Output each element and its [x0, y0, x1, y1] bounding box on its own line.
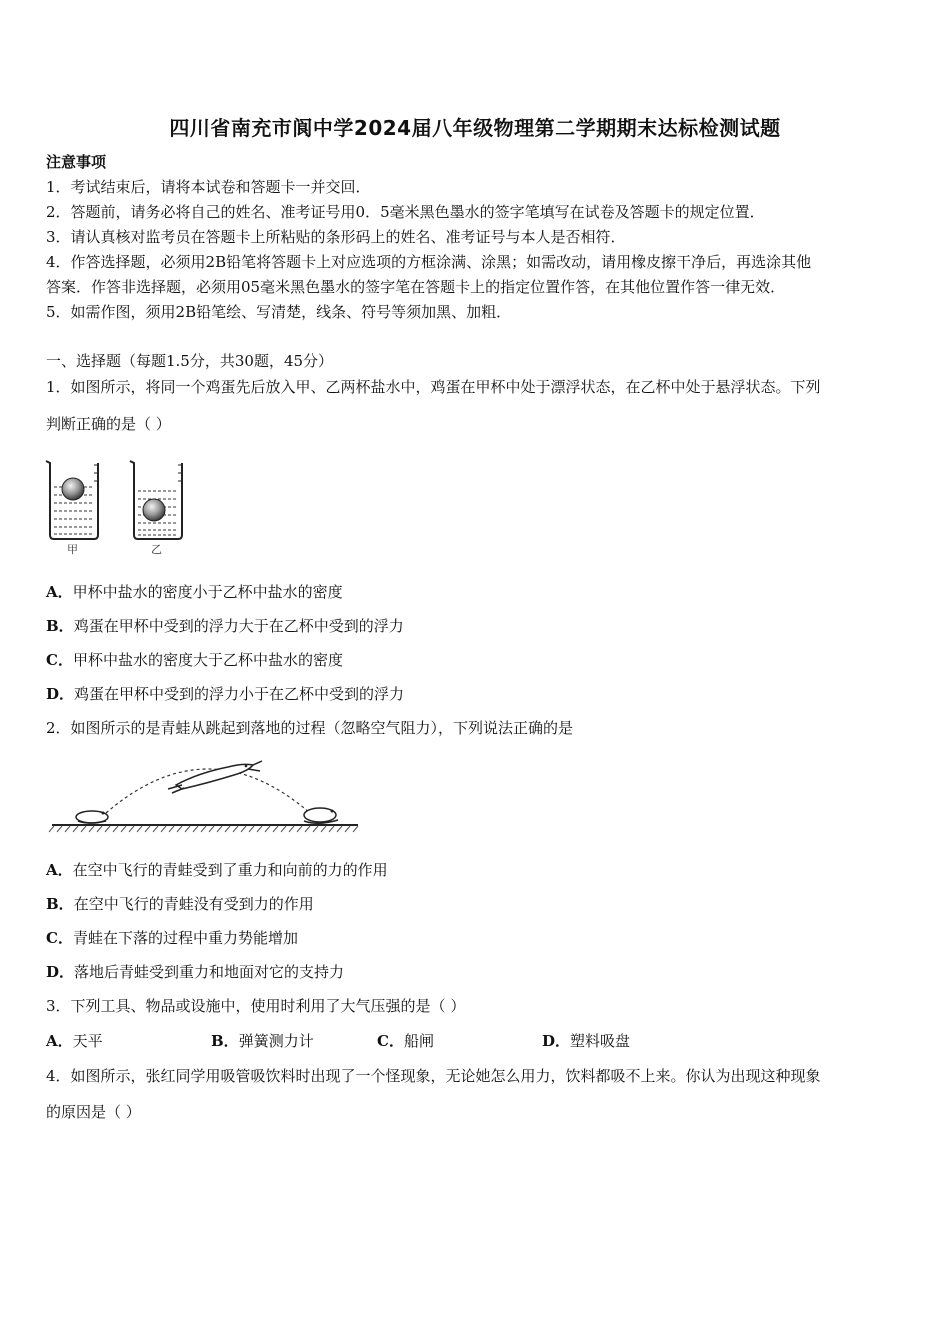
q1-beakers-figure: [40, 455, 200, 560]
q1-option-c: [46, 650, 343, 670]
notice-item: 2．答题前，请务必将自己的姓名、准考证号用0．5毫米黑色墨水的签字笔填写在试卷及答题卡的规定位置．: [46, 203, 765, 221]
beaker-label-yi: 乙: [151, 543, 162, 556]
notice-item: 3．请认真核对监考员在答题卡上所粘贴的条形码上的姓名、准考证号与本人是否相符．: [46, 228, 626, 246]
option-letter: A．: [46, 1032, 73, 1050]
q2-stem: 2．如图所示的是青蛙从跳起到落地的过程（忽略空气阻力），下列说法正确的是: [46, 719, 574, 737]
notice-item: 1．考试结束后，请将本试卷和答题卡一并交回．: [46, 178, 371, 196]
option-letter: A．: [46, 861, 73, 879]
q2-option-d: [46, 962, 344, 982]
frog-landing: [304, 808, 338, 823]
q2-option-b: [46, 894, 314, 914]
option-text: 青蛙在下落的过程中重力势能增加: [72, 929, 298, 947]
option-text: 在空中飞行的青蛙受到了重力和向前的力的作用: [72, 861, 388, 879]
option-letter: C．: [377, 1032, 404, 1050]
q1-stem-line2: 判断正确的是（ ）: [46, 415, 171, 433]
frog-midair: [168, 761, 262, 793]
option-letter: D．: [542, 1032, 571, 1050]
q2-option-a: [46, 860, 388, 880]
option-letter: A．: [46, 583, 73, 601]
notice-heading: 注意事项: [46, 153, 107, 171]
q1-option-a: [46, 582, 343, 602]
option-text: 鸡蛋在甲杯中受到的浮力小于在乙杯中受到的浮力: [74, 685, 405, 703]
option-text: 在空中飞行的青蛙没有受到力的作用: [73, 895, 314, 913]
option-letter: B．: [46, 617, 74, 635]
option-text: 甲杯中盐水的密度小于乙杯中盐水的密度: [72, 583, 343, 601]
option-letter: D．: [46, 963, 75, 981]
frog-start: [76, 811, 108, 823]
option-letter: C．: [46, 651, 73, 669]
option-text: 甲杯中盐水的密度大于乙杯中盐水的密度: [72, 651, 343, 669]
q3-option-c: [377, 1031, 434, 1051]
q2-frog-jump-figure: [48, 755, 363, 840]
q1-option-b: [46, 616, 404, 636]
q3-option-d: [542, 1031, 630, 1051]
q1-stem-line1: 1．如图所示，将同一个鸡蛋先后放入甲、乙两杯盐水中，鸡蛋在甲杯中处于漂浮状态，在乙杯中处于悬浮状态。下列: [46, 378, 821, 396]
page-title: 四川省南充市阆中学2024届八年级物理第二学期期末达标检测试题: [169, 116, 781, 140]
option-letter: B．: [211, 1032, 239, 1050]
q3-stem: 3．下列工具、物品或设施中，使用时利用了大气压强的是（ ）: [46, 997, 466, 1015]
q3-option-b: [211, 1031, 314, 1051]
notice-item: 4．作答选择题，必须用2B铅笔将答题卡上对应选项的方框涂满、涂黑；如需改动，请用橡皮擦干净后，再选涂其他: [46, 253, 812, 271]
option-letter: C．: [46, 929, 73, 947]
option-letter: D．: [46, 685, 75, 703]
beaker-yi: [130, 461, 182, 539]
notice-item: 5．如需作图，须用2B铅笔绘、写清楚，线条、符号等须加黑、加粗．: [46, 303, 512, 321]
notice-item: 答案．作答非选择题，必须用05毫米黑色墨水的签字笔在答题卡上的指定位置作答，在其他位置作答一律无效．: [46, 278, 786, 296]
option-text: 落地后青蛙受到重力和地面对它的支持力: [74, 963, 345, 981]
q2-option-c: [46, 928, 298, 948]
section-heading: 一、选择题（每题1.5分，共30题，45分）: [46, 352, 334, 370]
option-text: 塑料吸盘: [570, 1032, 631, 1050]
q3-option-a: [46, 1031, 103, 1051]
q1-option-d: [46, 684, 404, 704]
q4-stem-line2: 的原因是（ ）: [46, 1103, 141, 1121]
beaker-label-jia: 甲: [67, 543, 78, 556]
option-text: 天平: [72, 1032, 103, 1050]
option-text: 船闸: [403, 1032, 434, 1050]
option-letter: B．: [46, 895, 74, 913]
option-text: 鸡蛋在甲杯中受到的浮力大于在乙杯中受到的浮力: [73, 617, 404, 635]
q4-stem-line1: 4．如图所示，张红同学用吸管吸饮料时出现了一个怪现象，无论她怎么用力，饮料都吸不上来。你认为出现这种现象: [46, 1067, 821, 1085]
beaker-jia: [46, 461, 98, 539]
option-text: 弹簧测力计: [238, 1032, 314, 1050]
